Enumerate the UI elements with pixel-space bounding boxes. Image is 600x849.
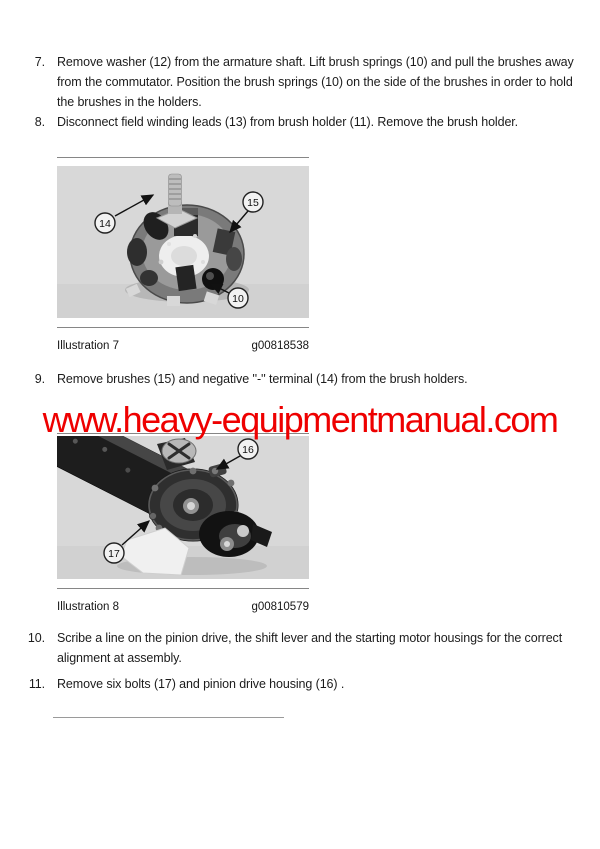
step-7-line-3: the brushes in the holders. <box>57 95 202 109</box>
bottom-brush <box>175 265 196 291</box>
callout-10-label: 10 <box>232 293 244 305</box>
figure-8-caption-label: Illustration 8 <box>57 601 120 613</box>
figure-7-bottom-rule <box>57 327 309 328</box>
brush-holder-assembly-image <box>57 166 309 318</box>
figure-8-photo <box>57 436 309 579</box>
callout-16-label: 16 <box>242 444 254 456</box>
bolt-17-target <box>150 513 157 520</box>
figure-7-top-rule <box>57 157 309 158</box>
brush-knob <box>202 268 224 290</box>
step-7-line-2: from the commutator. Position the brush springs (10) on the side of the brushes in order to hold <box>57 75 573 89</box>
step-10-number: 10. <box>27 631 45 645</box>
callout-15-label: 15 <box>247 197 259 209</box>
starting-motor-image <box>57 436 309 579</box>
step-8-line-1: Disconnect field winding leads (13) from brush holder (11). Remove the brush holder. <box>57 115 519 129</box>
step-11-text <box>57 674 577 694</box>
figure-8-bottom-rule <box>57 588 309 589</box>
step-10-line-2: alignment at assembly. <box>57 651 182 665</box>
step-9 <box>20 369 577 389</box>
figure-7-caption-label: Illustration 7 <box>57 340 120 352</box>
figure-8-ref-number: g00810579 <box>251 601 309 613</box>
step-9-text <box>57 369 577 389</box>
step-10 <box>20 628 577 668</box>
step-7 <box>20 52 577 112</box>
step-8 <box>20 112 577 132</box>
step-11-number: 11. <box>28 677 45 691</box>
step-7-number: 7. <box>34 55 45 69</box>
step-11-line-1: Remove six bolts (17) and pinion drive housing (16) . <box>57 677 345 691</box>
step-7-line-1: Remove washer (12) from the armature shaft. Lift brush springs (10) and pull the brushes away <box>57 55 574 69</box>
figure-8-caption <box>57 601 309 614</box>
footer-divider <box>53 717 284 718</box>
figure-7-caption <box>57 340 309 353</box>
callout-14-label: 14 <box>99 218 111 230</box>
watermark-text: www.heavy-equipmentmanual.com <box>42 399 558 440</box>
step-10-line-1: Scribe a line on the pinion drive, the shift lever and the starting motor housings for the correct <box>57 631 563 645</box>
callout-17-label: 17 <box>108 548 120 560</box>
step-9-number: 9. <box>34 372 45 386</box>
figure-7-ref-number: g00818538 <box>251 340 309 352</box>
step-8-text <box>57 112 577 132</box>
step-11 <box>20 674 577 694</box>
step-7-text <box>57 52 577 112</box>
step-10-text <box>57 628 577 668</box>
step-8-number: 8. <box>34 115 45 129</box>
figure-7-photo <box>57 166 309 318</box>
step-9-line-1: Remove brushes (15) and negative ''-'' terminal (14) from the brush holders. <box>57 372 468 386</box>
